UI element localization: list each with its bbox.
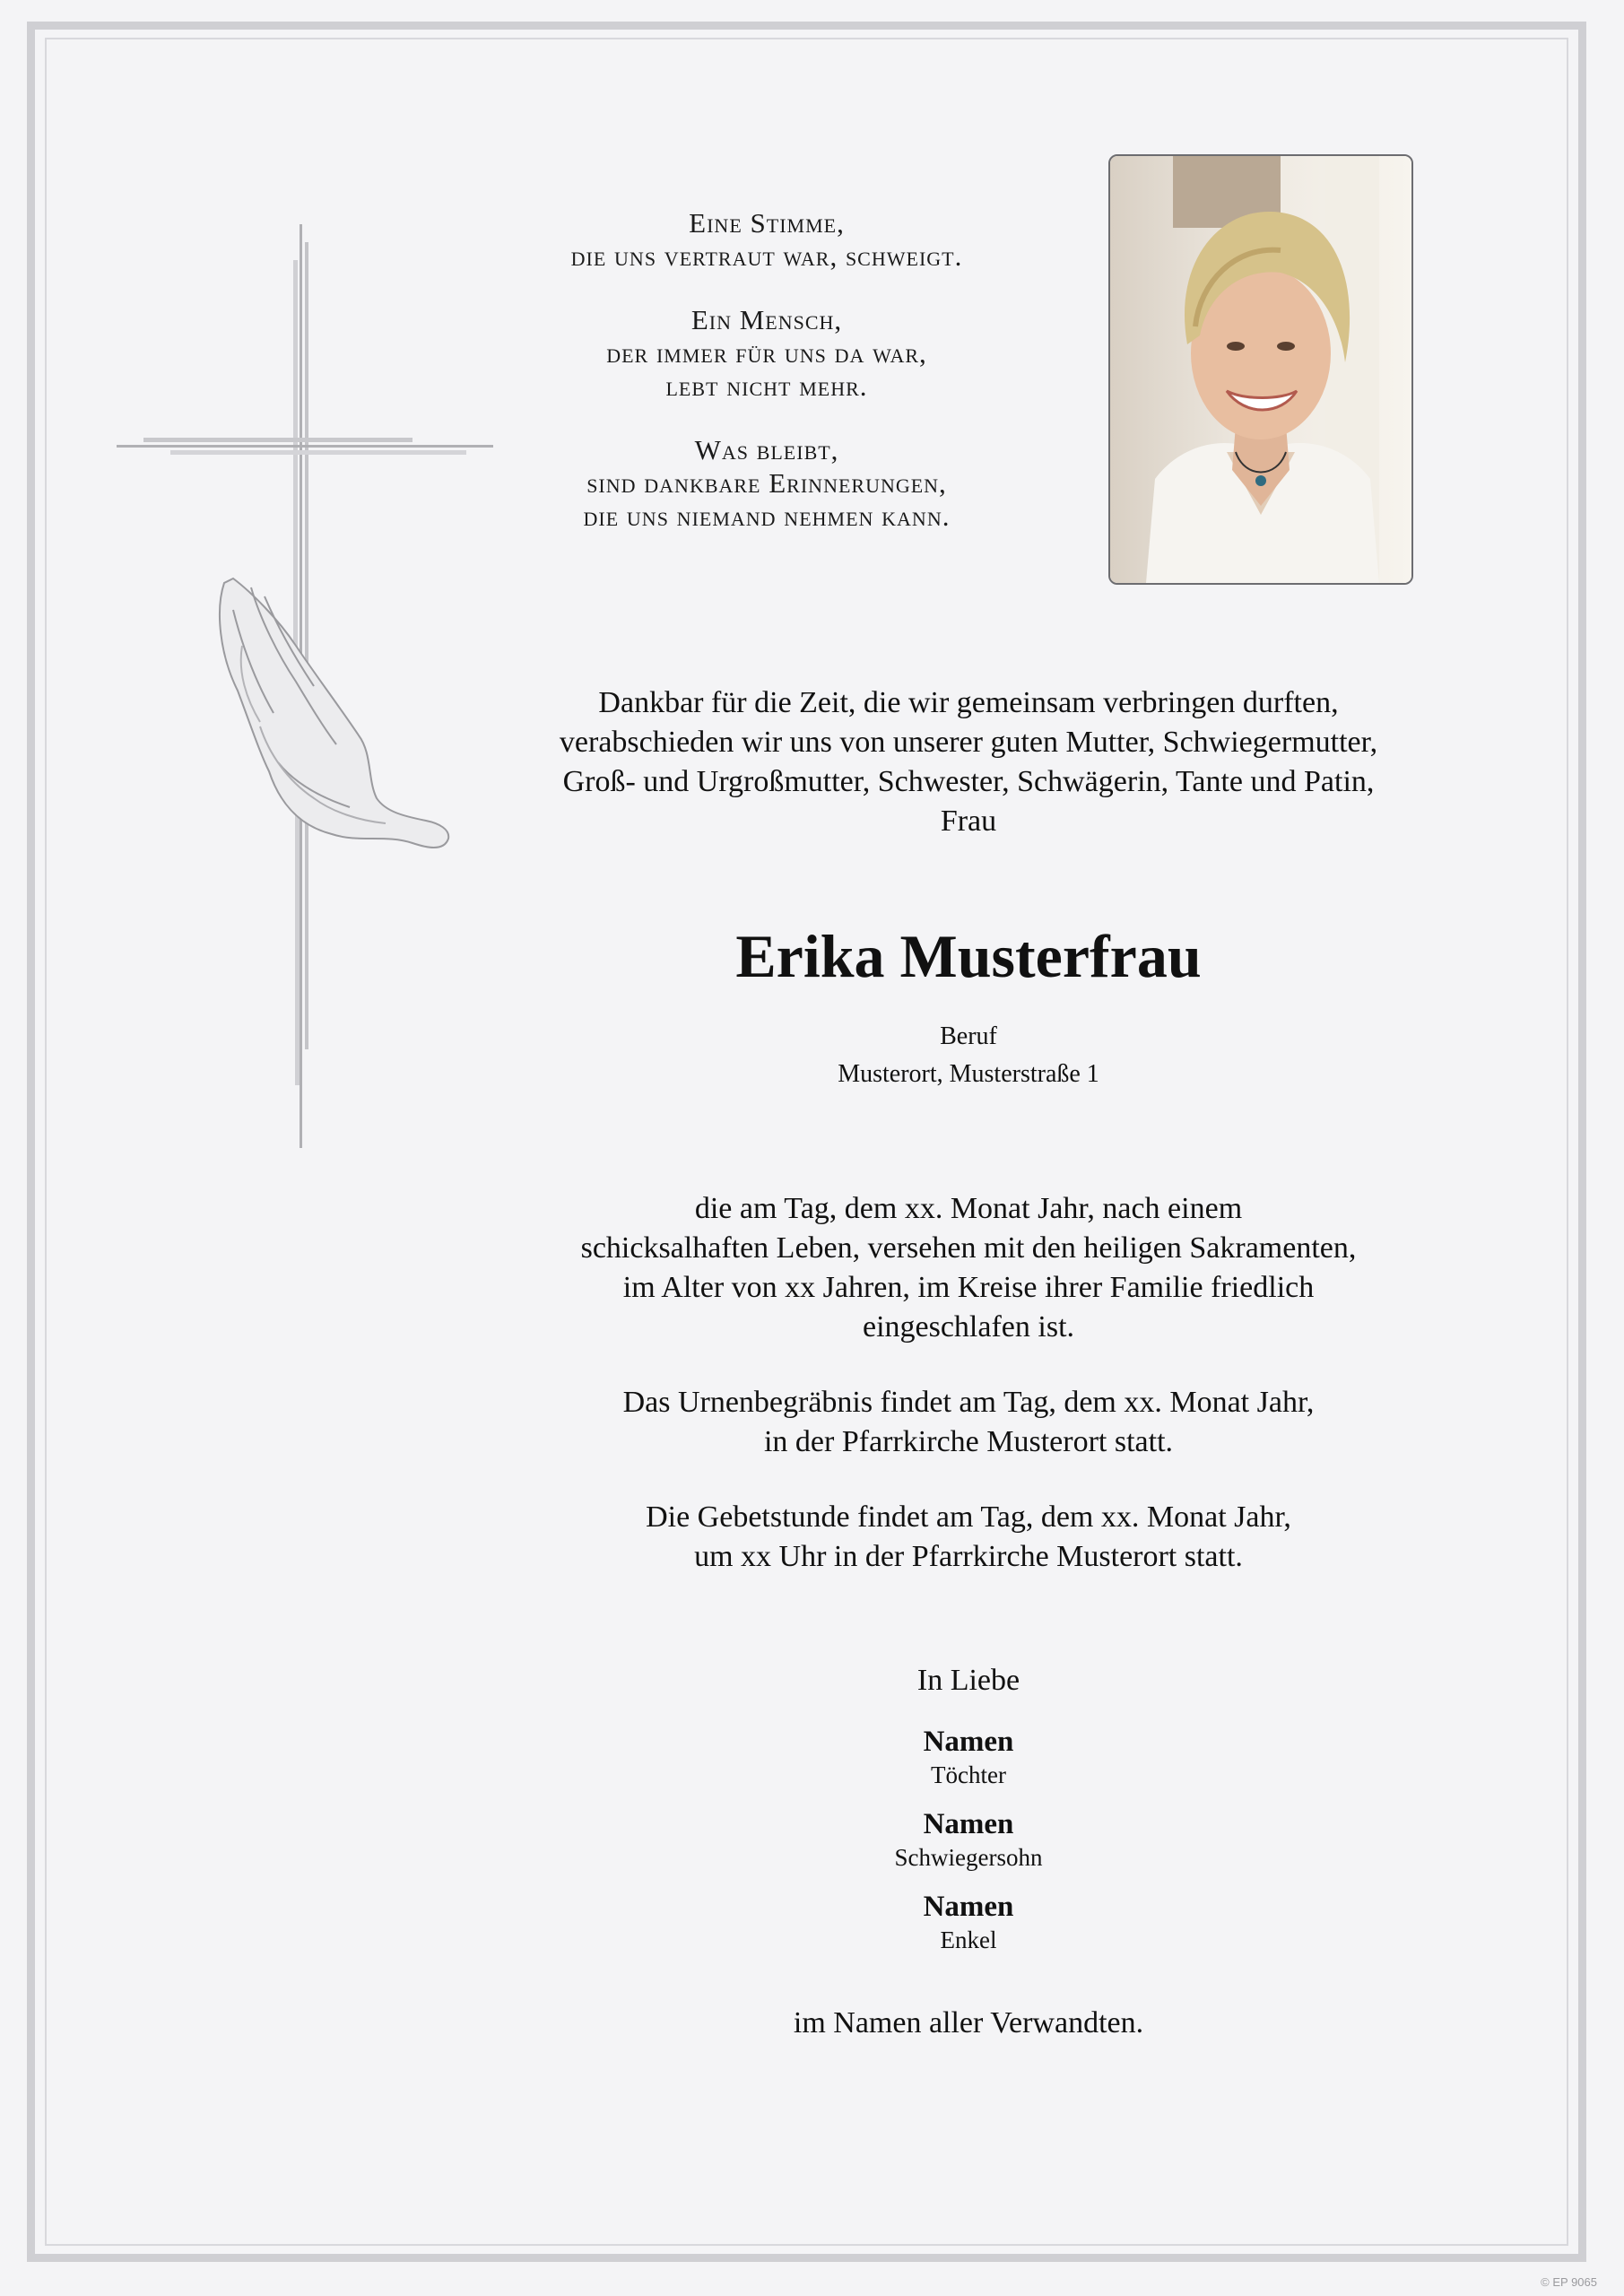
signer bbox=[502, 1724, 1435, 1790]
poem-stanza-3 bbox=[520, 433, 1013, 533]
signer-role: Schwiegersohn bbox=[894, 1844, 1043, 1871]
signer-role: Enkel bbox=[940, 1926, 997, 1953]
cross-decoration bbox=[117, 224, 493, 1157]
details-line: in der Pfarrkirche Musterort statt. bbox=[763, 1425, 1174, 1458]
praying-hands-icon bbox=[220, 578, 448, 848]
deceased-profession: Beruf bbox=[940, 1022, 997, 1050]
details-line: die am Tag, dem xx. Monat Jahr, nach einem bbox=[694, 1192, 1243, 1225]
intro-line: Dankbar für die Zeit, die wir gemeinsam verbringen durften, bbox=[598, 686, 1339, 719]
poem-line: Eine Stimme, bbox=[689, 207, 845, 239]
poem-stanza-1 bbox=[520, 206, 1013, 273]
signer bbox=[502, 1806, 1435, 1873]
poem-line: lebt nicht mehr. bbox=[665, 370, 868, 402]
details-line: Das Urnenbegräbnis findet am Tag, dem xx. Monat Jahr, bbox=[622, 1386, 1315, 1419]
details-line: im Alter von xx Jahren, im Kreise ihrer Familie friedlich bbox=[622, 1271, 1315, 1304]
intro-line: Frau bbox=[940, 804, 997, 838]
details-paragraph bbox=[502, 1189, 1435, 1347]
details-paragraph bbox=[502, 1498, 1435, 1577]
poem-line: Ein Mensch, bbox=[690, 304, 843, 335]
signer-name: Namen bbox=[923, 1726, 1014, 1758]
details-line: schicksalhaften Leben, versehen mit den heiligen Sakramenten, bbox=[580, 1231, 1357, 1265]
signers-list bbox=[502, 1724, 1435, 1971]
poem-stanza-2 bbox=[520, 303, 1013, 403]
poem-line: die uns vertraut war, schweigt. bbox=[570, 240, 963, 272]
poem-line: sind dankbare Erinnerungen, bbox=[586, 467, 947, 499]
deceased-address: Musterort, Musterstraße 1 bbox=[838, 1060, 1099, 1088]
details-line: um xx Uhr in der Pfarrkirche Musterort statt. bbox=[694, 1540, 1243, 1573]
intro-line: Groß- und Urgroßmutter, Schwester, Schwägerin, Tante und Patin, bbox=[562, 765, 1375, 798]
details-line: Die Gebetstunde findet am Tag, dem xx. Monat Jahr, bbox=[646, 1500, 1291, 1534]
poem-line: die uns niemand nehmen kann. bbox=[583, 500, 951, 532]
poem-line: Was bleibt, bbox=[694, 434, 839, 465]
deceased-name: Erika Musterfrau bbox=[735, 922, 1202, 990]
details-paragraph bbox=[502, 1383, 1435, 1462]
intro-text bbox=[502, 683, 1435, 841]
poem bbox=[520, 206, 1013, 563]
details-line: eingeschlafen ist. bbox=[862, 1310, 1075, 1344]
signer-name: Namen bbox=[923, 1891, 1014, 1923]
signer-name: Namen bbox=[923, 1808, 1014, 1840]
details-text bbox=[502, 1189, 1435, 1613]
signoff: In Liebe bbox=[916, 1664, 1020, 1697]
closing-text: im Namen aller Verwandten. bbox=[793, 2006, 1144, 2039]
intro-line: verabschieden wir uns von unserer guten Mutter, Schwiegermutter, bbox=[559, 726, 1378, 759]
cross-icon bbox=[117, 224, 493, 1157]
copyright: © EP 9065 bbox=[1541, 2275, 1597, 2289]
signer bbox=[502, 1889, 1435, 1955]
signer-role: Töchter bbox=[931, 1761, 1006, 1788]
poem-line: der immer für uns da war, bbox=[606, 337, 927, 369]
portrait-photo bbox=[1108, 154, 1413, 585]
